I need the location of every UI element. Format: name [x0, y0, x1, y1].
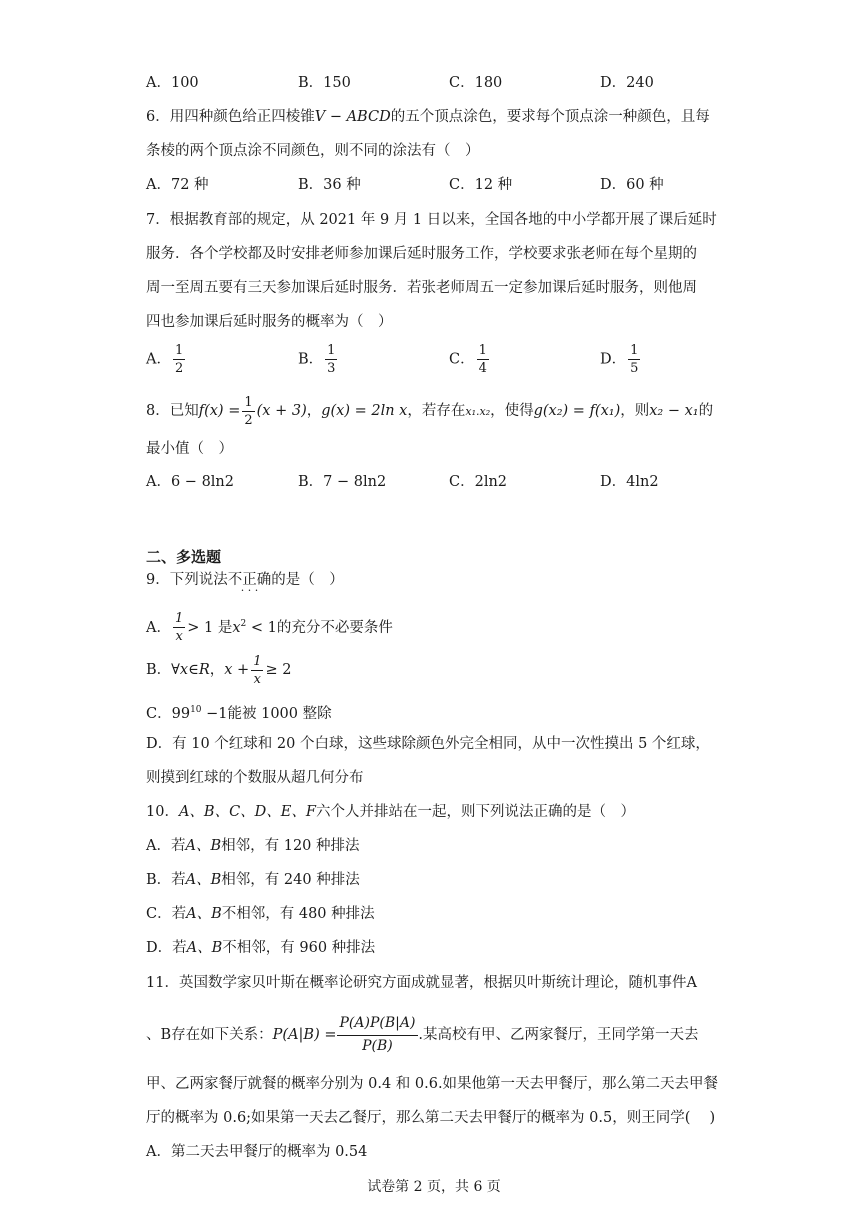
q5-option-a[interactable]: A．100: [146, 75, 199, 91]
numerator: 1: [253, 653, 262, 669]
q9-option-a-fraction: [173, 612, 185, 643]
q10-option-a-label: A．若: [146, 838, 186, 854]
q10-option-d-label: D．若: [146, 940, 187, 956]
q8-g-definition: g(x) = 2ln x: [321, 403, 408, 419]
q8-option-a[interactable]: A．6 − 8ln2: [146, 474, 234, 490]
q10-number: 10．: [146, 804, 179, 820]
q9-option-b-label: B．: [146, 662, 172, 678]
q5-options: [146, 70, 766, 96]
q10-option-c-vars: A、B: [186, 906, 222, 922]
q5-option-b[interactable]: B．150: [298, 75, 351, 91]
q8-f-rhs: (x + 3): [256, 403, 307, 419]
q10-option-d-vars: A、B: [186, 940, 223, 956]
q10-option-c[interactable]: [146, 903, 750, 925]
q6-options: [146, 172, 766, 198]
q9-stem-post: 的是（ ）: [271, 572, 344, 588]
q8-text-of: 的: [698, 403, 714, 419]
q6-pyramid-label: V − ABCD: [314, 109, 391, 125]
q8-option-c[interactable]: C．2ln2: [449, 474, 508, 490]
q10-people: A、B、C、D、E、F: [178, 804, 316, 820]
q9-emphasis-not-correct: 不正确 · · ·: [228, 569, 272, 591]
q11-text-post: .某高校有甲、乙两家餐厅，王同学第一天去: [418, 1027, 699, 1043]
q7-option-a-fraction: [173, 344, 185, 375]
q10-option-c-tail: 不相邻，有 480 种排法: [221, 906, 375, 922]
q8-f-lhs: f(x) =: [198, 403, 241, 419]
q9-option-c-label: C．: [146, 705, 172, 722]
q8-separator: ，: [306, 403, 322, 419]
q7-stem-line1: 7．根据教育部的规定，从 2021 年 9 月 1 日以来，全国各地的中小学都开展了课后延时: [146, 212, 717, 228]
page-footer: 试卷第 2 页，共 6 页: [367, 1179, 501, 1195]
q8-half-fraction: [242, 396, 254, 427]
numerator: 1: [630, 343, 639, 358]
q11-text-pre: 、B存在如下关系：: [146, 1027, 273, 1043]
q9-option-b-quantifier: ∀x∈R: [171, 662, 210, 678]
q8-text-then: ，则: [620, 403, 650, 419]
q8-text-such-that: ，使得: [490, 403, 534, 419]
q7-stem-line4: 四也参加课后延时服务的概率为（ ）: [146, 314, 393, 330]
q6-stem-line2: 条棱的两个顶点涂不同颜色，则不同的涂法有（ ）: [146, 143, 480, 159]
q7-option-c-fraction: [477, 344, 489, 375]
q11-stem-line3: 甲、乙两家餐厅就餐的概率分别为 0.4 和 0.6.如果他第一天去甲餐厅，那么第二天去甲餐: [146, 1076, 719, 1092]
q8-target-expr: x₂ − x₁: [649, 403, 699, 419]
q7-stem-line3: 周一至周五要有三天参加课后延时服务．若张老师周五一定参加课后延时服务，则他周: [146, 280, 697, 296]
q10-option-d[interactable]: [146, 937, 750, 959]
q10-option-b-tail: 相邻，有 240 种排法: [221, 872, 360, 888]
q11-stem-line1: 11．英国数学家贝叶斯在概率论研究方面成就显著，根据贝叶斯统计理论，随机事件A: [146, 975, 697, 991]
numerator: P(A)P(B|A): [337, 1016, 419, 1035]
q6-stem-text-2: 的五个顶点涂色，要求每个顶点涂一种颜色，且每: [390, 109, 710, 125]
q9-option-a-label: A．: [146, 619, 171, 636]
q9-option-c-base: 99: [171, 705, 191, 722]
q6-stem-text: 6．用四种颜色给正四棱锥: [146, 109, 315, 125]
denominator: 2: [174, 361, 184, 376]
q6-option-c[interactable]: C．12 种: [449, 177, 513, 193]
denominator: 3: [327, 361, 336, 376]
numerator: 1: [244, 394, 253, 410]
q5-option-d[interactable]: D．240: [600, 75, 654, 91]
q9-option-b-ge: ≥ 2: [265, 662, 292, 678]
q9-stem: [146, 569, 750, 591]
q10-option-d-tail: 不相邻，有 960 种排法: [222, 940, 376, 956]
q7-option-b-label: B．: [298, 351, 324, 368]
denominator: 4: [478, 361, 487, 376]
q10-option-b-label: B．若: [146, 872, 186, 888]
q9-option-a-var: x: [232, 619, 241, 636]
q7-stem-line2: 服务．各个学校都及时安排老师参加课后延时服务工作，学校要求张老师在每个星期的: [146, 246, 697, 262]
q9-option-a[interactable]: [146, 606, 750, 645]
q9-option-c-exponent: 10: [190, 705, 202, 715]
q11-stem-line4: 厅的概率为 0.6;如果第一天去乙餐厅，那么第二天去甲餐厅的概率为 0.5，则王同学( ): [146, 1110, 716, 1126]
q6-option-d[interactable]: D．60 种: [600, 177, 664, 193]
q7-option-d[interactable]: [600, 344, 642, 375]
q8-stem-line2: 最小值（ ）: [146, 441, 233, 457]
q10-stem: [146, 801, 750, 823]
denominator: P(B): [362, 1037, 393, 1054]
q8-condition: g(x₂) = f(x₁): [533, 403, 621, 419]
numerator: 1: [174, 343, 184, 358]
q7-option-d-label: D．: [600, 351, 627, 368]
q7-option-d-fraction: [628, 344, 640, 375]
q8-options: [146, 469, 766, 495]
q6-option-b[interactable]: B．36 种: [298, 177, 361, 193]
q7-option-c-label: C．: [449, 351, 475, 368]
q8-vars: x₁.x₂: [465, 405, 491, 418]
q7-option-a-label: A．: [146, 351, 171, 368]
numerator: 1: [478, 343, 487, 358]
q11-bayes-lhs: P(A|B) =: [272, 1027, 337, 1043]
q11-stem-line2: [146, 1010, 750, 1060]
q10-option-a-vars: A、B: [185, 838, 222, 854]
q5-option-c[interactable]: C．180: [449, 75, 503, 91]
q9-option-b-sep: ，: [209, 662, 225, 678]
q11-option-a[interactable]: A．第二天去甲餐厅的概率为 0.54: [146, 1144, 368, 1160]
q10-option-b-vars: A、B: [185, 872, 222, 888]
numerator: 1: [174, 611, 184, 627]
denominator: 5: [630, 361, 639, 376]
q8-lead: 8．已知: [146, 403, 199, 419]
q9-option-b-expr: x +: [224, 662, 250, 678]
q8-option-d[interactable]: D．4ln2: [600, 474, 659, 490]
q9-option-a-mid: > 1 是: [187, 619, 233, 636]
q9-option-a-exponent: 2: [240, 619, 247, 629]
q9-option-b-fraction: [251, 655, 263, 686]
q9-option-b[interactable]: [146, 652, 750, 688]
q8-stem-line1: [146, 393, 750, 429]
q10-option-b[interactable]: [146, 869, 750, 891]
q11-bayes-fraction: [337, 1016, 419, 1054]
q10-option-c-label: C．若: [146, 906, 187, 922]
q7-option-c[interactable]: [449, 344, 491, 375]
q9-option-c[interactable]: [146, 699, 750, 725]
q7-options: [146, 344, 766, 380]
q6-stem-line1: [146, 106, 750, 128]
q8-option-b[interactable]: B．7 − 8ln2: [298, 474, 387, 490]
q9-stem-pre: 9．下列说法: [146, 572, 228, 588]
denominator: x: [253, 671, 261, 687]
q10-option-a-tail: 相邻，有 120 种排法: [221, 838, 360, 854]
q7-option-b[interactable]: [298, 344, 339, 375]
q9-option-d-line1[interactable]: D．有 10 个红球和 20 个白球，这些球除颜色外完全相同，从中一次性摸出 5 个红球，: [146, 736, 710, 752]
q9-option-a-ineq: < 1: [246, 619, 277, 636]
section-heading-multiple-choice: 二、多选题: [146, 548, 222, 566]
q8-text-exists: ，若存在: [407, 403, 466, 419]
q6-option-a[interactable]: A．72 种: [146, 177, 209, 193]
q9-option-d-line2: 则摸到红球的个数服从超几何分布: [146, 770, 364, 786]
denominator: 2: [244, 412, 253, 428]
q10-option-a[interactable]: [146, 835, 750, 857]
q7-option-b-fraction: [325, 344, 337, 375]
q7-option-a[interactable]: [146, 344, 187, 375]
q10-stem-text: 六个人并排站在一起，则下列说法正确的是（ ）: [315, 804, 635, 820]
q9-option-a-tail: 的充分不必要条件: [276, 619, 393, 636]
denominator: x: [175, 629, 183, 645]
q9-option-c-tail: −1能被 1000 整除: [201, 705, 332, 722]
numerator: 1: [327, 343, 336, 358]
